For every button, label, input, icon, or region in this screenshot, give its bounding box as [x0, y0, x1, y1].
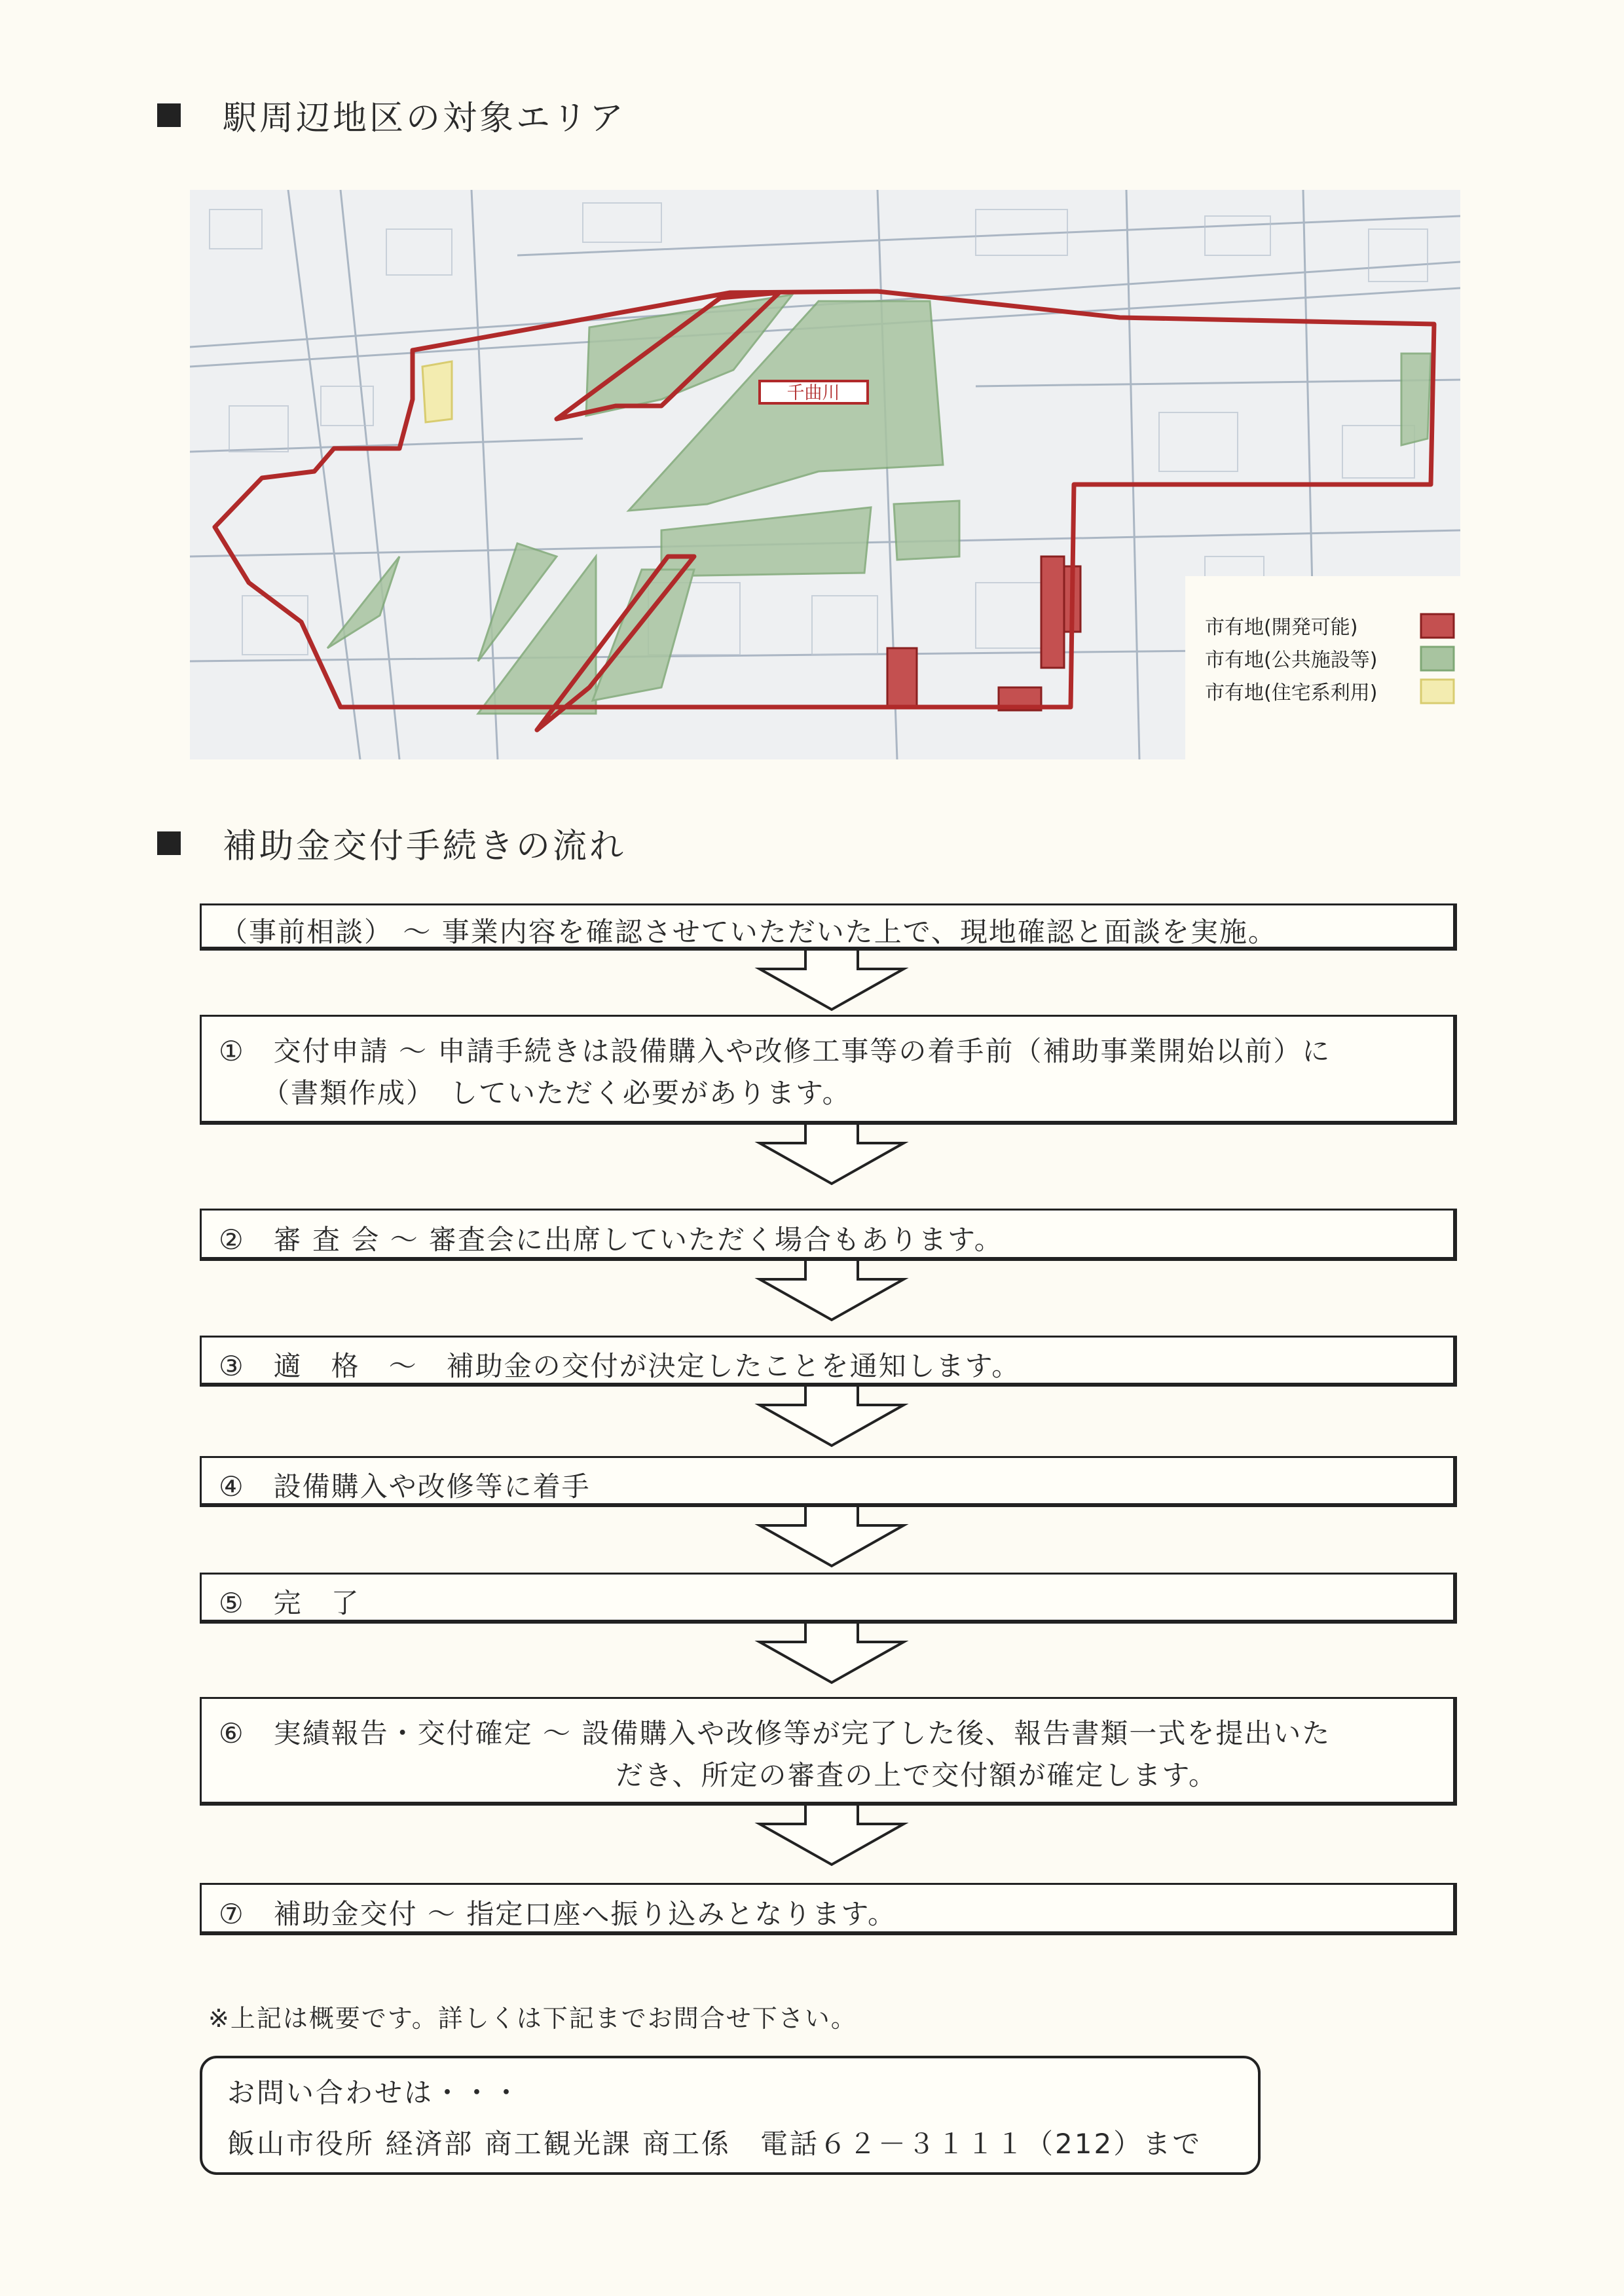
contact-details: 飯山市役所 経済部 商工観光課 商工係 電話６２－３１１１（212）まで	[227, 2128, 1202, 2160]
note-text: ※上記は概要です。詳しくは下記までお問合せ下さい。	[208, 2004, 857, 2033]
flow-step-text: ⑥ 実績報告・交付確定 ～ 設備購入や改修等が完了した後、報告書類一式を提出いた	[219, 1717, 1331, 1749]
down-arrow-icon	[740, 1622, 923, 1686]
flow-step-report	[200, 1697, 1457, 1806]
flow-step-text-2: だき、所定の審査の上で交付額が確定します。	[616, 1759, 1217, 1791]
down-arrow-icon	[740, 1123, 923, 1187]
legend-swatch-developable	[1421, 614, 1454, 638]
flow-step-text: ② 審 査 会 ～ 審査会に出席していただく場合もあります。	[219, 1224, 1003, 1256]
flow-step-start-work	[200, 1456, 1457, 1507]
flow-step-completion	[200, 1573, 1457, 1624]
flow-step-text: （事前相談） ～ 事業内容を確認させていただいた上で、現地確認と面談を実施。	[220, 916, 1277, 948]
map-legend	[1185, 576, 1460, 759]
flow-step-text: ④ 設備購入や改修等に着手	[219, 1470, 591, 1503]
contact-intro: お問い合わせは・・・	[227, 2077, 523, 2109]
flow-step-application	[200, 1015, 1457, 1125]
flow-step-approval	[200, 1336, 1457, 1387]
flow-step-text: ⑦ 補助金交付 ～ 指定口座へ振り込みとなります。	[219, 1898, 896, 1930]
flow-step-text-2: （書類作成） していただく必要があります。	[262, 1077, 851, 1109]
down-arrow-icon	[740, 1804, 923, 1868]
legend-label-residential: 市有地(住宅系利用)	[1205, 682, 1378, 704]
area-map	[190, 190, 1460, 759]
legend-swatch-public	[1421, 647, 1454, 670]
section-heading-flow	[157, 818, 626, 867]
section-heading-area	[157, 90, 626, 139]
down-arrow-icon	[740, 1385, 923, 1449]
contact-box	[200, 2056, 1261, 2175]
flow-step-text: ① 交付申請 ～ 申請手続きは設備購入や改修工事等の着手前（補助事業開始以前）に	[219, 1035, 1331, 1067]
residential-areas	[422, 361, 452, 422]
square-bullet-icon	[157, 103, 181, 127]
flow-step-review	[200, 1209, 1457, 1261]
square-bullet-icon	[157, 831, 181, 855]
legend-label-public: 市有地(公共施設等)	[1205, 649, 1378, 672]
legend-swatch-residential	[1421, 680, 1454, 703]
legend-label-developable: 市有地(開発可能)	[1205, 616, 1358, 639]
down-arrow-icon	[740, 1260, 923, 1323]
down-arrow-icon	[740, 949, 923, 1013]
river-label: 千曲川	[786, 383, 840, 403]
flow-step-grant-payment	[200, 1883, 1457, 1935]
flow-step-text: ⑤ 完 了	[219, 1587, 360, 1619]
section-title-flow: 補助金交付手続きの流れ	[223, 827, 627, 866]
flow-step-consultation	[200, 903, 1457, 951]
section-title-area: 駅周辺地区の対象エリア	[223, 99, 627, 138]
down-arrow-icon	[740, 1506, 923, 1569]
flow-step-text: ③ 適 格 ～ 補助金の交付が決定したことを通知します。	[219, 1350, 1021, 1382]
